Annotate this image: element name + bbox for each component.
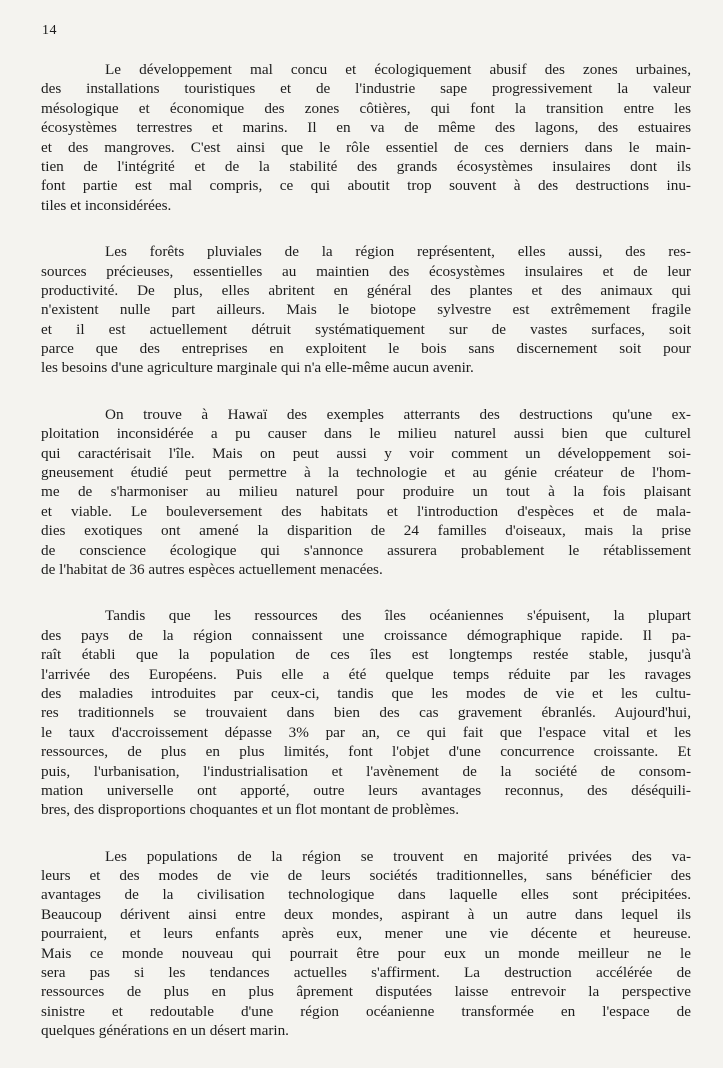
page-number: 14 <box>42 23 57 38</box>
text-line: Beaucoup dérivent ainsi entre deux mondes, aspirant à un autre dans lequel ils <box>41 905 691 923</box>
text-line: mésologique et économique des zones côtières, qui font la transition entre les <box>41 99 691 117</box>
text-line: gneusement étudié peut permettre à la technologie et au génie créateur de l'hom- <box>41 464 691 482</box>
text-line: res traditionnels se trouvaient dans bien des cas gravement ébranlés. Aujourd'hui, <box>41 704 691 722</box>
text-line: et viable. Le bouleversement des habitats et l'introduction d'espèces et de mala- <box>41 502 691 520</box>
text-line: n'existent nulle part ailleurs. Mais le biotope sylvestre est extrêmement fragile <box>41 301 691 319</box>
paragraph <box>41 606 691 819</box>
text-line: ressources de plus en plus âprement disputées laisse entrevoir la perspective <box>41 983 691 1001</box>
text-line: dies exotiques ont amené la disparition de 24 familles d'oiseaux, mais la prise <box>41 522 691 540</box>
text-line: sinistre et redoutable d'une région océanienne transformée en l'espace de <box>41 1002 691 1020</box>
text-line: qui caractérisait l'île. Mais on peut aussi y voir comment un développement soi- <box>41 444 691 462</box>
text-line: de l'habitat de 36 autres espèces actuellement menacées. <box>41 560 383 578</box>
text-line: Tandis que les ressources des îles océaniennes s'épuisent, la plupart <box>105 607 691 625</box>
text-line: les besoins d'une agriculture marginale qui n'a elle-même aucun avenir. <box>41 359 474 377</box>
text-line: ploitation inconsidérée a pu causer dans le milieu naturel aussi bien que culturel <box>41 425 691 443</box>
text-line: mation universelle ont apporté, outre leurs avantages reconnus, des déséquili- <box>41 781 691 799</box>
text-line: On trouve à Hawaï des exemples atterrants des destructions qu'une ex- <box>105 405 691 423</box>
text-line: de conscience écologique qui s'annonce assurera probablement le rétablissement <box>41 541 691 559</box>
text-line: tiles et inconsidérées. <box>41 196 172 214</box>
text-line: pourraient, et leurs enfants après eux, mener une vie décente et heureuse. <box>41 925 691 943</box>
text-line: des maladies introduites par ceux-ci, tandis que les modes de vie et les cultu- <box>41 684 691 702</box>
paragraph <box>41 242 691 378</box>
text-line: Les populations de la région se trouvent en majorité privées des va- <box>105 847 691 865</box>
text-line: raît établi que la population de ces îles est longtemps restée stable, jusqu'à <box>41 646 691 664</box>
text-line: leurs et des modes de vie de leurs sociétés traditionnelles, sans bénéficier des <box>41 867 691 885</box>
text-line: avantages de la civilisation technologique dans laquelle elles sont précipitées. <box>41 886 691 904</box>
text-line: le taux d'accroissement dépasse 3% par an, ce qui fait que l'espace vital et les <box>41 723 691 741</box>
text-line: des pays de la région connaissent une croissance démographique rapide. Il pa- <box>41 626 691 644</box>
text-line: puis, l'urbanisation, l'industrialisation et l'avènement de la société de consom- <box>41 762 691 780</box>
text-line: font partie est mal compris, ce qui aboutit trop souvent à des destructions inu- <box>41 177 691 195</box>
paragraph <box>41 405 691 580</box>
paragraph <box>41 847 691 1041</box>
text-line: et des mangroves. C'est ainsi que le rôle essentiel de ces derniers dans le main- <box>41 138 691 156</box>
text-line: Le développement mal concu et écologiquement abusif des zones urbaines, <box>105 61 691 78</box>
text-line: Les forêts pluviales de la région représentent, elles aussi, des res- <box>105 243 691 261</box>
text-line: bres, des disproportions choquantes et un flot montant de problèmes. <box>41 801 459 819</box>
text-line: sera pas si les tendances actuelles s'affirment. La destruction accélérée de <box>41 964 691 982</box>
paragraph <box>41 60 691 215</box>
text-line: l'arrivée des Européens. Puis elle a été quelque temps réduite par les ravages <box>41 665 691 683</box>
text-line: Mais ce monde nouveau qui pourrait être pour eux un monde meilleur ne le <box>41 944 691 962</box>
text-line: quelques générations en un désert marin. <box>41 1022 289 1040</box>
text-line: me de s'harmoniser au milieu naturel pour produire un tout à la fois plaisant <box>41 483 691 501</box>
text-line: sources précieuses, essentielles au maintien des écosystèmes insulaires et de leur <box>41 262 691 280</box>
text-line: tien de l'intégrité et de la stabilité des grands écosystèmes insulaires dont ils <box>41 157 691 175</box>
text-line: parce que des entreprises en exploitent le bois sans discernement soit pour <box>41 340 691 358</box>
text-line: productivité. De plus, elles abritent en général des plantes et des animaux qui <box>41 281 691 299</box>
text-line: ressources, de plus en plus limités, font l'objet d'une concurrence croissante. Et <box>41 743 691 761</box>
text-line: écosystèmes terrestres et marins. Il en va de même des lagons, des estuaires <box>41 119 691 137</box>
text-line: et il est actuellement détruit systématiquement sur de vastes surfaces, soit <box>41 320 691 338</box>
text-line: des installations touristiques et de l'industrie sape progressivement la valeur <box>41 80 691 98</box>
body-text <box>41 60 691 1068</box>
